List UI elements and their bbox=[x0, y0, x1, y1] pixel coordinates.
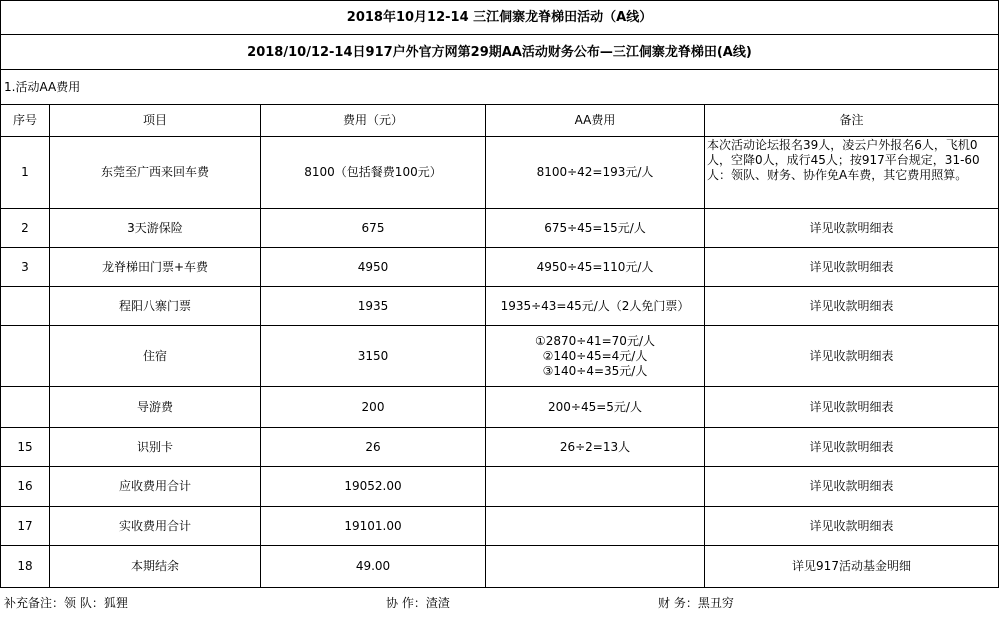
table-header-row bbox=[0, 105, 999, 137]
row-aa bbox=[486, 546, 705, 588]
table-row bbox=[0, 546, 999, 588]
row-aa: 8100÷42=193元/人 bbox=[486, 137, 705, 209]
row-aa bbox=[486, 467, 705, 507]
title-row bbox=[0, 0, 999, 35]
table-row bbox=[0, 287, 999, 326]
footer-assist: 协 作：渣渣 bbox=[386, 596, 450, 610]
footer-finance: 财 务：黑丑穷 bbox=[658, 596, 734, 610]
row-cost: 200 bbox=[261, 387, 486, 428]
sheet-subtitle: 2018/10/12-14日917户外官方网第29期AA活动财务公布—三江侗寨龙脊梯田(A线) bbox=[0, 35, 999, 70]
row-cost: 675 bbox=[261, 209, 486, 248]
row-item: 3天游保险 bbox=[50, 209, 261, 248]
row-no: 3 bbox=[0, 248, 50, 287]
row-remark: 详见收款明细表 bbox=[705, 507, 999, 546]
row-remark: 详见收款明细表 bbox=[705, 387, 999, 428]
col-header-remark: 备注 bbox=[705, 105, 999, 137]
row-no: 15 bbox=[0, 428, 50, 467]
footer-notes bbox=[0, 590, 999, 620]
row-aa: 675÷45=15元/人 bbox=[486, 209, 705, 248]
row-aa bbox=[486, 507, 705, 546]
row-item: 识别卡 bbox=[50, 428, 261, 467]
section-label: 1.活动AA费用 bbox=[0, 70, 999, 105]
row-cost: 26 bbox=[261, 428, 486, 467]
col-header-no: 序号 bbox=[0, 105, 50, 137]
row-aa-line: ①2870÷41=70元/人 bbox=[535, 333, 655, 348]
table-row bbox=[0, 326, 999, 387]
table-row bbox=[0, 387, 999, 428]
row-aa: 26÷2=13人 bbox=[486, 428, 705, 467]
footer-leader: 补充备注：领 队：狐狸 bbox=[4, 596, 128, 610]
row-aa: 4950÷45=110元/人 bbox=[486, 248, 705, 287]
row-remark: 详见收款明细表 bbox=[705, 467, 999, 507]
col-header-cost: 费用（元） bbox=[261, 105, 486, 137]
row-remark: 详见收款明细表 bbox=[705, 248, 999, 287]
table-row bbox=[0, 467, 999, 507]
row-cost: 3150 bbox=[261, 326, 486, 387]
row-item: 住宿 bbox=[50, 326, 261, 387]
row-remark: 详见收款明细表 bbox=[705, 287, 999, 326]
row-item: 实收费用合计 bbox=[50, 507, 261, 546]
row-cost: 49.00 bbox=[261, 546, 486, 588]
row-remark: 详见917活动基金明细 bbox=[705, 546, 999, 588]
row-aa-line: ③140÷4=35元/人 bbox=[542, 363, 648, 378]
row-item: 程阳八寨门票 bbox=[50, 287, 261, 326]
row-no: 18 bbox=[0, 546, 50, 588]
row-item: 东莞至广西来回车费 bbox=[50, 137, 261, 209]
col-header-aa: AA费用 bbox=[486, 105, 705, 137]
row-remark: 详见收款明细表 bbox=[705, 209, 999, 248]
row-cost: 19052.00 bbox=[261, 467, 486, 507]
row-remark: 本次活动论坛报名39人，凌云户外报名6人，飞机0人，空降0人，成行45人；按917平台规定，31-60人：领队、财务、协作免A车费，其它费用照算。 bbox=[705, 137, 999, 209]
row-cost: 8100（包括餐费100元） bbox=[261, 137, 486, 209]
row-item: 导游费 bbox=[50, 387, 261, 428]
row-aa-line: ②140÷45=4元/人 bbox=[542, 348, 648, 363]
row-remark: 详见收款明细表 bbox=[705, 326, 999, 387]
table-row bbox=[0, 248, 999, 287]
row-item: 龙脊梯田门票+车费 bbox=[50, 248, 261, 287]
row-cost: 19101.00 bbox=[261, 507, 486, 546]
table-row bbox=[0, 428, 999, 467]
row-remark: 详见收款明细表 bbox=[705, 428, 999, 467]
row-cost: 1935 bbox=[261, 287, 486, 326]
row-no: 2 bbox=[0, 209, 50, 248]
row-item: 本期结余 bbox=[50, 546, 261, 588]
subtitle-row bbox=[0, 35, 999, 70]
table-row bbox=[0, 209, 999, 248]
row-item: 应收费用合计 bbox=[50, 467, 261, 507]
section-row bbox=[0, 70, 999, 105]
col-header-item: 项目 bbox=[50, 105, 261, 137]
row-aa: 1935÷43=45元/人（2人免门票） bbox=[486, 287, 705, 326]
row-cost: 4950 bbox=[261, 248, 486, 287]
row-no bbox=[0, 387, 50, 428]
row-no: 16 bbox=[0, 467, 50, 507]
row-no: 17 bbox=[0, 507, 50, 546]
row-no bbox=[0, 287, 50, 326]
row-aa-stack bbox=[486, 326, 705, 387]
table-row bbox=[0, 137, 999, 209]
row-no: 1 bbox=[0, 137, 50, 209]
row-aa: 200÷45=5元/人 bbox=[486, 387, 705, 428]
sheet-title: 2018年10月12-14 三江侗寨龙脊梯田活动（A线） bbox=[0, 1, 999, 35]
table-row bbox=[0, 507, 999, 546]
row-no bbox=[0, 326, 50, 387]
